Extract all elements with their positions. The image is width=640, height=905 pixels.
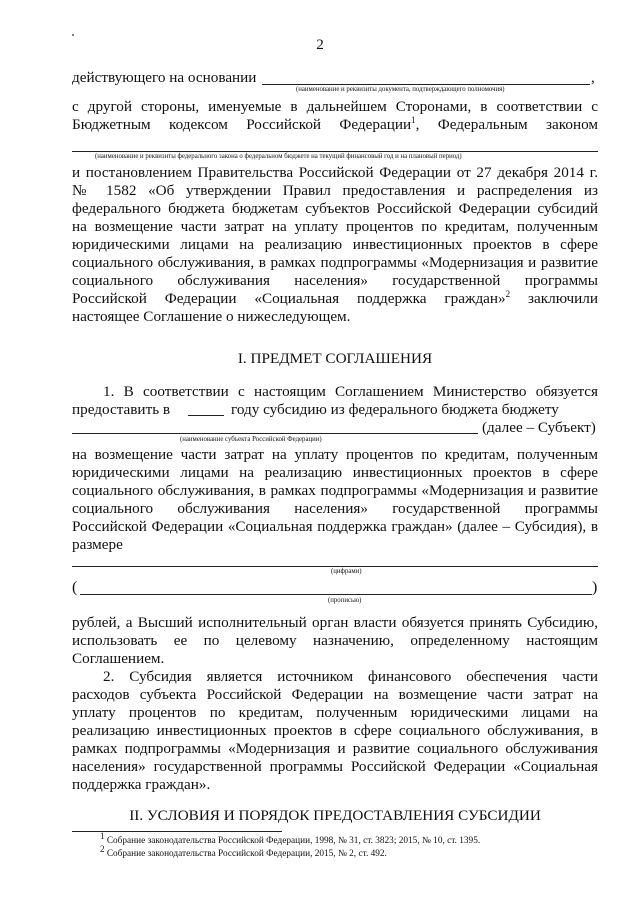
text-line: на возмещение части затрат на уплату процентов по кредитам, полученным: [72, 218, 598, 235]
clause-2-line: рамках подпрограммы «Модернизация и развитие социального обслуживания: [72, 740, 598, 757]
clause-1-budget: году субсидию из федерального бюджета бюджету: [231, 401, 559, 418]
caption-words: (прописью): [328, 597, 362, 604]
text-line: юридическими лицами на реализацию инвестиционных проектов в сфере: [72, 236, 598, 253]
clause-1-line: Российской Федерации «Социальная поддержка граждан» (далее – Субсидия), в: [72, 518, 598, 535]
clause-1-line: социального обслуживания населения» государственной программы: [72, 500, 598, 517]
caption-law: (наименование и реквизиты федерального закона о федеральном бюджете на текущий финансовый год и на плановый период): [95, 153, 462, 160]
page-number: 2: [316, 36, 324, 53]
clause-2-line: уплату процентов по кредитам, полученным юридическими лицами на: [72, 704, 598, 721]
clause-1-amount-label: размере: [72, 536, 123, 553]
amount-words-line: [80, 594, 592, 595]
footnote-2: $^2$ Собрание законодательства Российской Федерации, 2015, № 2, ст. 492.: [100, 843, 387, 859]
text-line: № 1582 «Об утверждении Правил предоставления и распределения из: [72, 182, 598, 199]
law-blank-line: [72, 151, 598, 152]
text-line-budget-code: Бюджетным кодексом Российской Федерации$^1$, Федеральным законом: [72, 114, 598, 133]
amount-digits-line: [72, 566, 598, 567]
clause-1-line: на возмещение части затрат на уплату процентов по кредитам, полученным: [72, 446, 598, 463]
text-line: федерального бюджета бюджетам субъектов Российской Федерации субсидий: [72, 200, 598, 217]
caption-subject: (наименование субъекта Российской Федерации): [180, 436, 322, 443]
scan-speck: [72, 34, 74, 36]
text-line: и постановлением Правительства Российской Федерации от 27 декабря 2014 г.: [72, 164, 598, 181]
footnote-ref-1: 1: [411, 114, 416, 125]
caption-document: (наименование и реквизиты документа, подтверждающего полномочия): [296, 86, 505, 93]
clause-1-provide: предоставить в: [72, 401, 171, 418]
footnote-ref-2: 2: [505, 288, 511, 299]
section-2-title: II. УСЛОВИЯ И ПОРЯДОК ПРЕДОСТАВЛЕНИЯ СУБСИДИИ: [129, 807, 541, 824]
clause-1-line: социального обслуживания, в рамках подпрограммы «Модернизация и развитие: [72, 482, 598, 499]
footnote-1: $^1$ Собрание законодательства Российской Федерации, 1998, № 31, ст. 3823; 2015, № 10, ст. 1395.: [100, 830, 481, 846]
clause-1-line: рублей, а Высший исполнительный орган власти обязуется принять Субсидию,: [72, 614, 598, 631]
clause-2-line: поддержка граждан».: [72, 776, 211, 793]
text-line: настоящее Соглашение о нижеследующем.: [72, 308, 351, 325]
year-blank-line: [188, 415, 224, 416]
clause-2-line: расходов субъекта Российской Федерации на возмещение части затрат на: [72, 686, 598, 703]
subject-suffix: (далее – Субъект): [482, 419, 596, 436]
basis-comma: ,: [591, 69, 595, 86]
text-line: социального обслуживания населения» государственной программы: [72, 272, 598, 289]
text-line-program: Российской Федерации «Социальная поддержка граждан»$^2$ заключили: [72, 288, 598, 307]
clause-1-line: юридическими лицами на реализацию инвестиционных проектов в сфере: [72, 464, 598, 481]
clause-1-line: использовать ее по целевому назначению, определенному настоящим: [72, 632, 598, 649]
clause-2-line: 2. Субсидия является источником финансового обеспечения части: [103, 668, 598, 685]
clause-2-line: населения» государственной программы Российской Федерации «Социальная: [72, 758, 598, 775]
clause-1-line: 1. В соответствии с настоящим Соглашением Министерство обязуется: [103, 383, 598, 400]
basis-label: действующего на основании: [72, 69, 257, 86]
text-line: социального обслуживания, в рамках подпрограммы «Модернизация и развитие: [72, 254, 598, 271]
subject-blank-line: [72, 433, 478, 434]
basis-blank-line: [262, 84, 590, 85]
paren-close: ): [592, 579, 598, 596]
caption-digits: (цифрами): [331, 568, 362, 575]
paren-open: (: [72, 579, 78, 596]
clause-1-line: Соглашением.: [72, 650, 165, 667]
clause-2-line: реализацию инвестиционных проектов в сфере социального обслуживания, в: [72, 722, 598, 739]
text-line: с другой стороны, именуемые в дальнейшем Сторонами, в соответствии с: [72, 98, 598, 115]
section-1-title: I. ПРЕДМЕТ СОГЛАШЕНИЯ: [237, 350, 433, 367]
